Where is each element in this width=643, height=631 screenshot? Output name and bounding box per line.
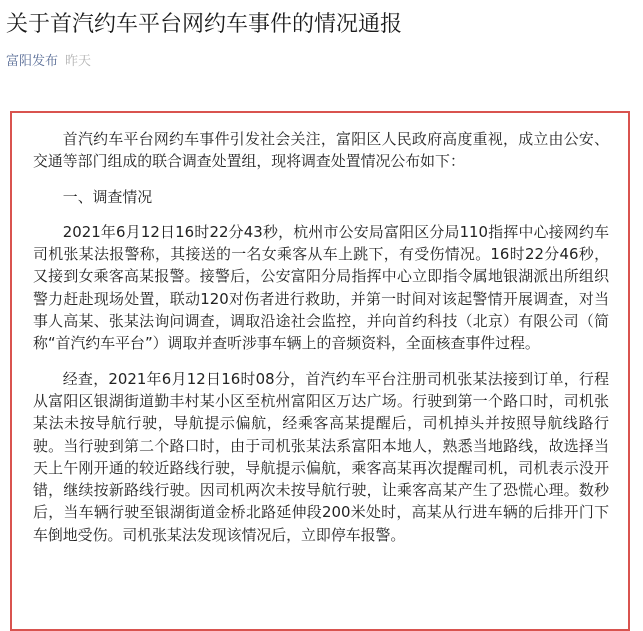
intro-paragraph: 首汽约车平台网约车事件引发社会关注，富阳区人民政府高度重视，成立由公安、交通等部门组成的联合调查处置组，现将调查处置情况公布如下： [33,130,609,171]
publish-time: 昨天 [65,54,92,69]
section-heading: 一、调查情况 [62,187,153,206]
article-title: 关于首汽约车平台网约车事件的情况通报 [6,12,403,37]
notice-box [10,111,630,631]
account-name-link[interactable]: 富阳发布 [6,54,59,69]
notice-body [33,128,609,559]
investigation-paragraph: 2021年6月12日16时22分43秒，杭州市公安局富阳区分局110指挥中心接网约车司机张某法报警称，其接送的一名女乘客从车上跳下，有受伤情况。16时22分46秒，又接到女乘客高某报警。接警后，公安富阳分局指挥中心立即指令属地银湖派出所组织警力赶赴现场处置，联动120对伤者进行救助，并第一时间对该起警情开展调查，对当事人高某、张某法询问调查，调取沿途社会监控，并向首约科技（北京）有限公司（简称“首汽约车平台”）调取并查听涉事车辆上的音频资料，全面核查事件过程。 [33,222,609,353]
findings-paragraph: 经查，2021年6月12日16时08分，首汽约车平台注册司机张某法接到订单，行程从富阳区银湖街道勤丰村某小区至杭州富阳区万达广场。行驶到第一个路口时，司机张某法未按导航行驶，导航提示偏航，经乘客高某提醒后，司机掉头并按照导航线路行驶。当行驶到第二个路口时，由于司机张某法系富阳本地人，熟悉当地路线，故选择当天上午刚开通的较近路线行驶，导航提示偏航，乘客高某再次提醒司机，司机表示没开错，继续按新路线行驶。因司机两次未按导航行驶，让乘客高某产生了恐慌心理。数秒后，当车辆行驶至银湖街道金桥北路延伸段200米处时，高某从行进车辆的后排开门下车倒地受伤。司机张某法发现该情况后，立即停车报警。 [33,369,609,544]
article-meta [6,52,91,72]
